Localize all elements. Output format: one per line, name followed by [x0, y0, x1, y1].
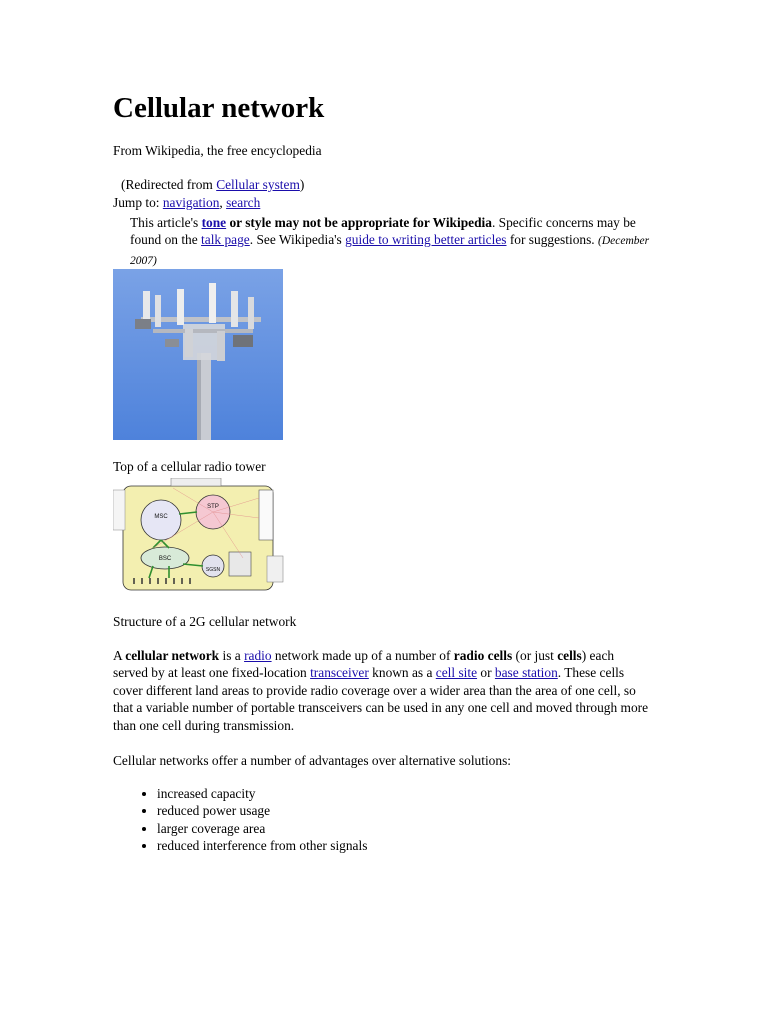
diagram-caption: Structure of a 2G cellular network — [113, 614, 297, 629]
msc-label: MSC — [154, 514, 168, 520]
redirect-note: (Redirected from Cellular system) — [121, 177, 305, 192]
list-item: • reduced interference from other signals — [157, 837, 367, 854]
cell-site-link[interactable]: cell site — [435, 665, 478, 681]
bsc-label: BSC — [158, 556, 172, 562]
page-title: Cellular network — [113, 92, 325, 124]
talk-page-link[interactable]: talk page — [201, 232, 250, 248]
redirect-link[interactable]: Cellular system — [216, 177, 300, 192]
network-diagram[interactable] — [113, 478, 285, 596]
writing-guide-link[interactable]: guide to writing better articles — [345, 232, 507, 248]
radio-link[interactable]: radio — [244, 648, 272, 663]
advantages-list — [113, 785, 367, 855]
tone-link[interactable]: tone — [201, 215, 227, 230]
list-item: • increased capacity — [157, 785, 367, 802]
intro-paragraph: A cellular network is a radio network made up of a number of radio cells (or just cells) each served by at least one fixed-location transceiver known as a cell site or base station. These cells cover different land areas to provide radio coverage over a wider area than the area of one cell, so that a variable number of portable transceivers can be used in any one cell and moved through more than one cell during transmission. — [113, 648, 649, 733]
transceiver-link[interactable]: transceiver — [310, 665, 369, 681]
base-station-link[interactable]: base station — [494, 665, 558, 681]
cell-tower-photo[interactable] — [113, 269, 283, 440]
tower-caption: Top of a cellular radio tower — [113, 459, 266, 474]
jump-links: Jump to: navigation, search — [113, 195, 261, 210]
tone-notice: This article's tone or style may not be appropriate for Wikipedia. Specific concerns may be found on the talk page. See Wikipedia's guide to writing better articles for suggestions. (December 2007) — [130, 215, 650, 267]
cell-tower-image — [113, 269, 283, 440]
stp-label: STP — [207, 504, 219, 510]
advantages-lead: Cellular networks offer a number of advantages over alternative solutions: — [113, 753, 511, 768]
tagline: From Wikipedia, the free encyclopedia — [113, 143, 322, 158]
network-diagram-image — [113, 478, 285, 596]
jump-search-link[interactable]: search — [226, 195, 261, 210]
list-item: • larger coverage area — [157, 820, 367, 837]
sgsn-label: SGSN — [205, 567, 221, 573]
list-item: • reduced power usage — [157, 802, 367, 819]
jump-navigation-link[interactable]: navigation — [162, 195, 220, 210]
